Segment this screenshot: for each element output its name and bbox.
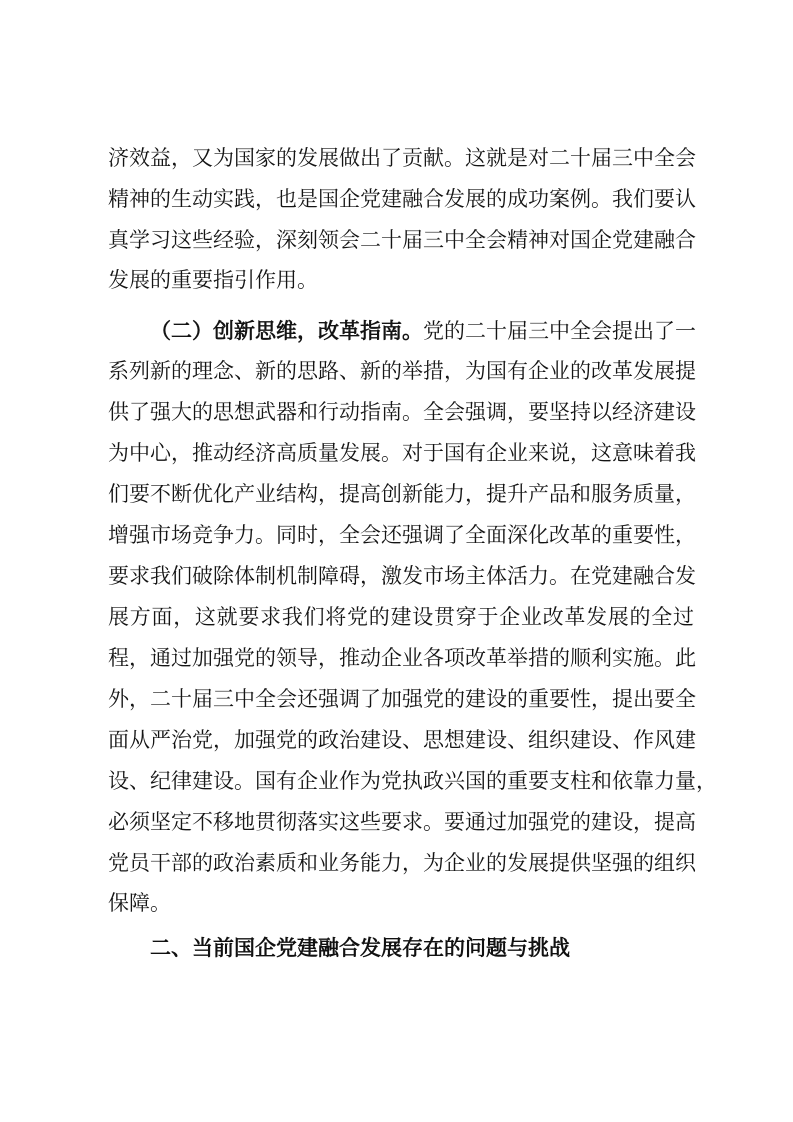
paragraph-line: 保障。: [108, 891, 171, 915]
paragraph-line: 面从严治党，加强党的政治建设、思想建设、组织建设、作风建: [108, 728, 696, 752]
paragraph-line: 必须坚定不移地贯彻落实这些要求。要通过加强党的建设，提高: [108, 810, 696, 834]
paragraph-line: 为中心，推动经济高质量发展。对于国有企业来说，这意味着我: [108, 441, 696, 465]
paragraph-line: 供了强大的思想武器和行动指南。全会强调，要坚持以经济建设: [108, 400, 696, 424]
paragraph-line: 要求我们破除体制机制障碍，激发市场主体活力。在党建融合发: [108, 564, 696, 588]
subsection-heading: （二）创新思维，改革指南。: [150, 319, 423, 343]
paragraph-line: 系列新的理念、新的思路、新的举措，为国有企业的改革发展提: [108, 359, 696, 383]
section-heading: 二、当前国企党建融合发展存在的问题与挑战: [150, 936, 570, 960]
paragraph-line: 发展的重要指引作用。: [108, 268, 318, 292]
paragraph-first-line: [150, 313, 694, 349]
paragraph-line: 济效益，又为国家的发展做出了贡献。这就是对二十届三中全会: [108, 146, 696, 170]
paragraph-line: 设、纪律建设。国有企业作为党执政兴国的重要支柱和依靠力量，: [108, 769, 717, 793]
paragraph-line: 增强市场竞争力。同时，全会还强调了全面深化改革的重要性，: [108, 523, 696, 547]
paragraph-line: 外，二十届三中全会还强调了加强党的建设的重要性，提出要全: [108, 687, 696, 711]
paragraph-line: 真学习这些经验，深刻领会二十届三中全会精神对国企党建融合: [108, 228, 696, 252]
paragraph-line-text: 党的二十届三中全会提出了一: [423, 319, 696, 343]
paragraph-line: 程，通过加强党的领导，推动企业各项改革举措的顺利实施。此: [108, 646, 696, 670]
paragraph-line: 精神的生动实践，也是国企党建融合发展的成功案例。我们要认: [108, 187, 696, 211]
paragraph-line: 展方面，这就要求我们将党的建设贯穿于企业改革发展的全过: [108, 605, 694, 629]
paragraph-line: 们要不断优化产业结构，提高创新能力，提升产品和服务质量，: [108, 482, 696, 506]
paragraph-line: 党员干部的政治素质和业务能力，为企业的发展提供坚强的组织: [108, 851, 696, 875]
